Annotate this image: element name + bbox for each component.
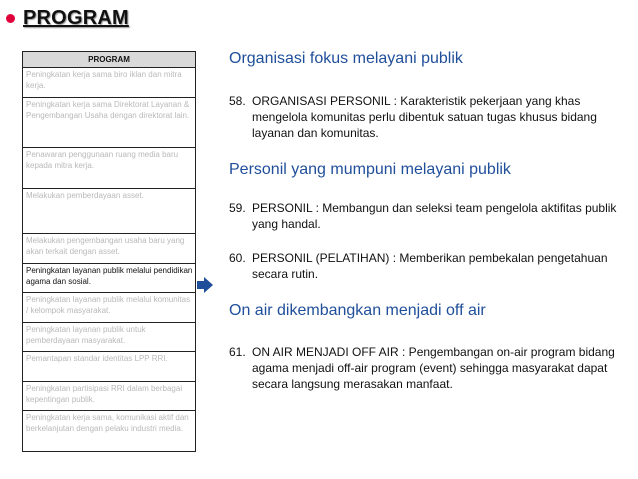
table-row: Peningkatan kerja sama, komunikasi aktif dan berkelanjutan dengan pelaku industri media. (26, 413, 189, 433)
table-header: PROGRAM (23, 52, 195, 68)
program-table (22, 51, 196, 452)
item-number: 58. (229, 94, 246, 108)
list-item (229, 200, 631, 232)
section-heading-on-air: On air dikembangkan menjadi off air (229, 302, 486, 319)
item-number: 59. (229, 201, 246, 215)
bullet-icon (6, 14, 15, 23)
slide-header (6, 5, 129, 31)
item-text: ON AIR MENJADI OFF AIR : Pengembangan on-air program bidang agama menjadi off-air program (event) sehingga masyarakat dapat secara langsung merasakan manfaat. (252, 345, 615, 391)
table-row: Penawaran penggunaan ruang media baru kepada mitra kerja. (23, 148, 195, 189)
table-row: Peningkatan layanan publik melalui komunitas / kelompok masyarakat. (23, 293, 195, 323)
table-row: Pemantapan standar identitas LPP RRI. (23, 352, 195, 382)
item-text: ORGANISASI PERSONIL : Karakteristik pekerjaan yang khas mengelola komunitas perlu dibentuk satuan tugas khusus bidang layanan dan komunitas. (252, 94, 597, 140)
right-arrow-icon (196, 276, 214, 294)
table-row: Peningkatan layanan publik untuk pemberdayaan masyarakat. (23, 323, 195, 352)
section-heading-personil: Personil yang mumpuni melayani publik (229, 161, 511, 178)
table-row: Peningkatan kerja sama Direktorat Layanan & Pengembangan Usaha dengan direktorat lain. (23, 98, 195, 148)
list-item (229, 250, 631, 282)
table-row: Peningkatan partisipasi RRI dalam berbagai kepentingan publik. (23, 382, 195, 411)
list-item (229, 344, 631, 392)
table-row: Melakukan pemberdayaan asset. (23, 189, 195, 234)
table-row-active: Peningkatan layanan publik melalui pendidikan agama dan sosial. (23, 264, 195, 293)
item-number: 61. (229, 345, 246, 359)
item-text: PERSONIL : Membangun dan seleksi team pengelola aktifitas publik yang handal. (252, 201, 617, 231)
slide-title: PROGRAM (23, 6, 129, 29)
section-heading-organisasi: Organisasi fokus melayani publik (229, 50, 463, 67)
table-row: Melakukan pengembangan usaha baru yang akan terkait dengan asset. (23, 234, 195, 264)
list-item (229, 93, 631, 141)
item-number: 60. (229, 251, 246, 265)
table-row: Peningkatan kerja sama biro iklan dan mitra kerja. (23, 68, 195, 98)
item-text: PERSONIL (PELATIHAN) : Memberikan pembekalan pengetahuan secara rutin. (252, 251, 608, 281)
